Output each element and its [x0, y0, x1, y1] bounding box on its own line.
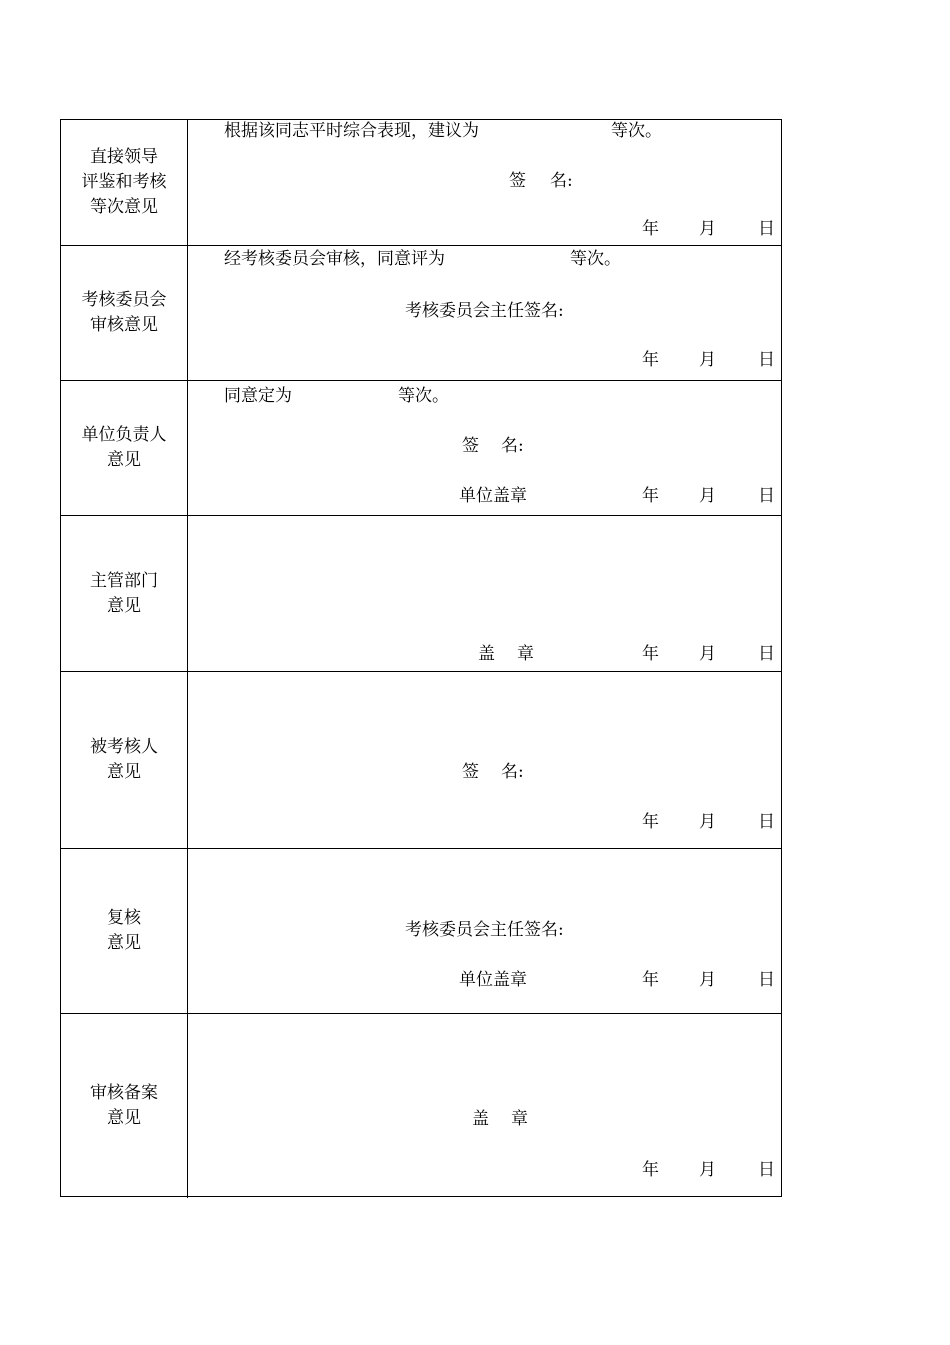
- date-day: 日: [758, 812, 775, 832]
- row-recheck-opinion: [61, 849, 781, 1014]
- row-label: [61, 516, 188, 671]
- seal-label-a: 盖: [472, 1109, 489, 1129]
- row-label-line: 单位负责人: [81, 425, 167, 445]
- date-day: 日: [758, 486, 775, 506]
- row-label-line: 意见: [107, 1108, 141, 1128]
- row-label: [61, 1014, 188, 1198]
- date-day: 日: [758, 1160, 775, 1180]
- row-label-line: 等次意见: [90, 197, 158, 217]
- signature-label-a: 签: [462, 762, 479, 782]
- row-label: [61, 672, 188, 848]
- date-month: 月: [699, 970, 716, 990]
- signature-label-a: 签: [509, 171, 526, 191]
- committee-chair-signature-label: 考核委员会主任签名:: [405, 920, 564, 940]
- grade-suffix: 等次。: [398, 386, 449, 406]
- seal-label-b: 章: [511, 1109, 528, 1129]
- date-day: 日: [758, 644, 775, 664]
- committee-chair-signature-label: 考核委员会主任签名:: [405, 301, 564, 321]
- row-label-line: 意见: [107, 450, 141, 470]
- seal-label-b: 章: [517, 644, 534, 664]
- date-year: 年: [642, 350, 659, 370]
- review-statement-text: 经考核委员会审核，同意评为: [224, 249, 445, 269]
- row-label-line: 考核委员会: [81, 290, 167, 310]
- date-month: 月: [699, 644, 716, 664]
- signature-label-b: 名:: [501, 762, 524, 782]
- row-competent-department-opinion: [61, 516, 781, 672]
- date-month: 月: [699, 1160, 716, 1180]
- unit-seal-label: 单位盖章: [459, 486, 527, 506]
- row-label-line: 审核意见: [90, 315, 158, 335]
- date-month: 月: [699, 486, 716, 506]
- row-committee-review-opinion: [61, 246, 781, 381]
- row-label-line: 被考核人: [90, 737, 158, 757]
- row-label-line: 评鉴和考核: [81, 172, 167, 192]
- row-assessee-opinion: [61, 672, 781, 849]
- grade-suffix: 等次。: [611, 121, 662, 141]
- row-label-line: 审核备案: [90, 1083, 158, 1103]
- signature-label-b: 名:: [501, 436, 524, 456]
- date-month: 月: [699, 350, 716, 370]
- row-label: [61, 246, 188, 380]
- row-direct-leader-opinion: [61, 120, 781, 246]
- grade-suffix: 等次。: [570, 249, 621, 269]
- row-label-line: 意见: [107, 762, 141, 782]
- row-unit-head-opinion: [61, 381, 781, 516]
- row-filing-review-opinion: [61, 1014, 781, 1198]
- row-label-line: 意见: [107, 933, 141, 953]
- row-label-line: 直接领导: [90, 147, 158, 167]
- date-day: 日: [758, 219, 775, 239]
- date-year: 年: [642, 812, 659, 832]
- signature-label-a: 签: [462, 436, 479, 456]
- row-label-line: 主管部门: [90, 570, 158, 591]
- row-label: [61, 120, 188, 245]
- date-year: 年: [642, 1160, 659, 1180]
- date-year: 年: [642, 219, 659, 239]
- signature-label-b: 名:: [550, 171, 573, 191]
- date-year: 年: [642, 644, 659, 664]
- assessment-opinion-form: [60, 119, 782, 1197]
- row-label: [61, 849, 188, 1013]
- row-label-line: 复核: [107, 908, 141, 928]
- date-month: 月: [699, 219, 716, 239]
- unit-seal-label: 单位盖章: [459, 970, 527, 990]
- approval-statement-text: 同意定为: [224, 386, 292, 406]
- date-year: 年: [642, 970, 659, 990]
- seal-label-a: 盖: [478, 644, 495, 664]
- date-day: 日: [758, 350, 775, 370]
- date-year: 年: [642, 486, 659, 506]
- row-label: [61, 381, 188, 515]
- date-day: 日: [758, 970, 775, 990]
- date-month: 月: [699, 812, 716, 832]
- row-label-line: 意见: [107, 595, 141, 616]
- recommendation-text: 根据该同志平时综合表现，建议为: [224, 121, 479, 141]
